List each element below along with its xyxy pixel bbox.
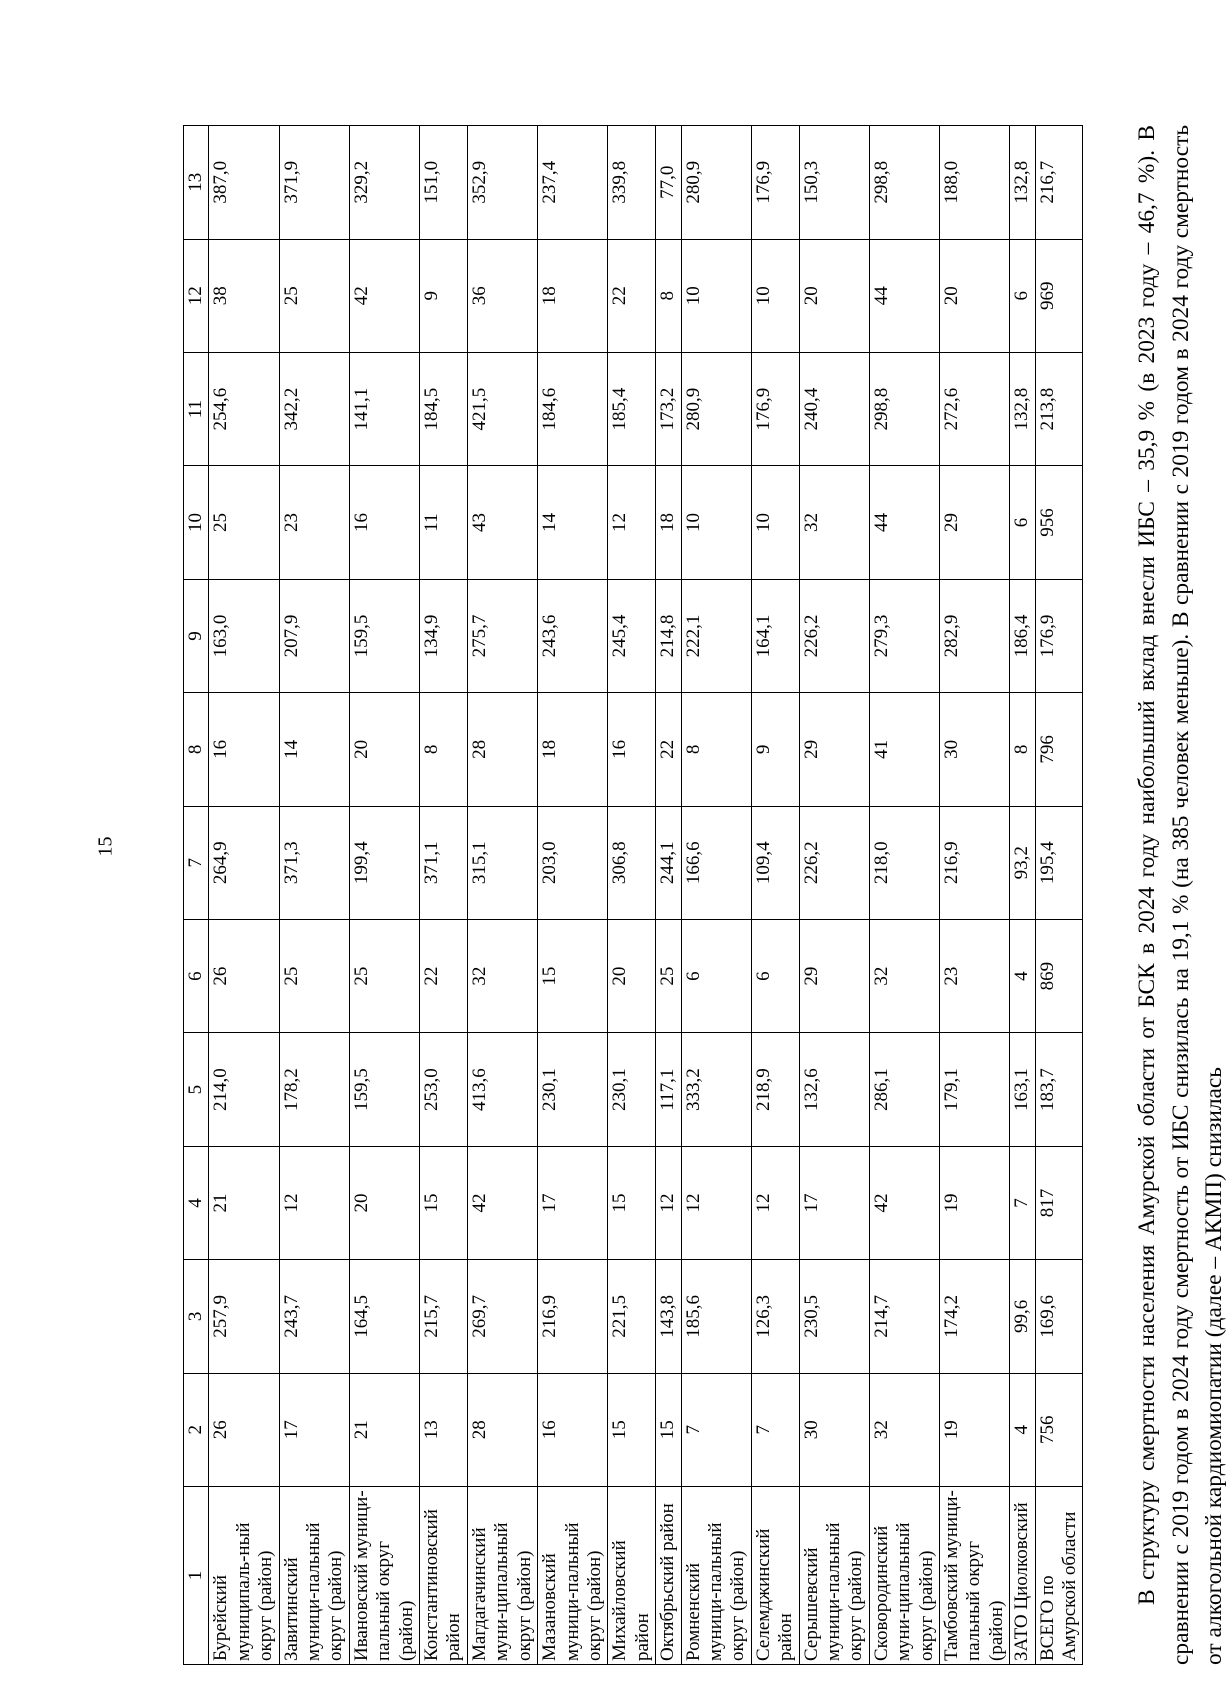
table-cell: 254,6 (209, 352, 279, 465)
table-cell: 20 (608, 919, 656, 1032)
table-cell: 213,8 (1035, 352, 1083, 465)
column-header-10: 10 (184, 466, 209, 579)
table-cell: 159,5 (349, 1033, 419, 1146)
table-cell: 21 (349, 1373, 419, 1486)
table-cell: 36 (467, 239, 537, 352)
table-row (420, 126, 468, 1665)
table-cell: 163,1 (1010, 1033, 1035, 1146)
table-cell: 19 (940, 1373, 1010, 1486)
table-cell: 188,0 (940, 126, 1010, 240)
table-cell: 12 (279, 1146, 349, 1259)
table-cell: 298,8 (869, 352, 939, 465)
table-cell: 306,8 (608, 806, 656, 919)
table-cell: 20 (799, 239, 869, 352)
table-cell: 176,9 (1035, 579, 1083, 692)
table-cell: 275,7 (467, 579, 537, 692)
row-label: Селемджинский район (751, 1487, 799, 1665)
table-cell: 176,9 (751, 352, 799, 465)
table-cell: 28 (467, 693, 537, 806)
table-cell: 243,7 (279, 1260, 349, 1373)
table-cell: 32 (869, 919, 939, 1032)
table-cell: 21 (209, 1146, 279, 1259)
table-cell: 163,0 (209, 579, 279, 692)
table-cell: 183,7 (1035, 1033, 1083, 1146)
table-cell: 16 (349, 466, 419, 579)
table-row (467, 126, 537, 1665)
table-cell: 257,9 (209, 1260, 279, 1373)
table-cell: 150,3 (799, 126, 869, 240)
table-cell: 25 (209, 466, 279, 579)
column-header-13: 13 (184, 126, 209, 240)
table-cell: 244,1 (656, 806, 681, 919)
table-cell: 134,9 (420, 579, 468, 692)
table-cell: 8 (681, 693, 751, 806)
table-cell: 38 (209, 239, 279, 352)
table-cell: 29 (799, 693, 869, 806)
table-cell: 214,0 (209, 1033, 279, 1146)
table-cell: 371,9 (279, 126, 349, 240)
table-row (799, 126, 869, 1665)
table-cell: 4 (1010, 1373, 1035, 1486)
table-cell: 28 (467, 1373, 537, 1486)
table-cell: 174,2 (940, 1260, 1010, 1373)
table-cell: 207,9 (279, 579, 349, 692)
body-paragraph (1131, 125, 1231, 1665)
table-cell: 12 (608, 466, 656, 579)
table-cell: 132,8 (1010, 352, 1035, 465)
mortality-table (183, 125, 1083, 1665)
table-cell: 185,4 (608, 352, 656, 465)
table-cell: 176,9 (751, 126, 799, 240)
table-cell: 216,9 (538, 1260, 608, 1373)
table-cell: 109,4 (751, 806, 799, 919)
table-cell: 218,0 (869, 806, 939, 919)
table-cell: 371,3 (279, 806, 349, 919)
table-cell: 269,7 (467, 1260, 537, 1373)
table-cell: 159,5 (349, 579, 419, 692)
table-cell: 4 (1010, 919, 1035, 1032)
column-header-8: 8 (184, 693, 209, 806)
table-cell: 203,0 (538, 806, 608, 919)
table-cell: 22 (608, 239, 656, 352)
table-row (869, 126, 939, 1665)
table-cell: 221,5 (608, 1260, 656, 1373)
table-cell: 298,8 (869, 126, 939, 240)
table-cell: 214,7 (869, 1260, 939, 1373)
table-cell: 195,4 (1035, 806, 1083, 919)
table-cell: 222,1 (681, 579, 751, 692)
table-cell: 17 (538, 1146, 608, 1259)
table-cell: 329,2 (349, 126, 419, 240)
table-cell: 333,2 (681, 1033, 751, 1146)
table-cell: 230,1 (538, 1033, 608, 1146)
table-cell: 132,6 (799, 1033, 869, 1146)
column-header-12: 12 (184, 239, 209, 352)
column-header-11: 11 (184, 352, 209, 465)
row-label: Мазановский муници-пальный округ (район) (538, 1487, 608, 1665)
table-cell: 17 (279, 1373, 349, 1486)
table-cell: 43 (467, 466, 537, 579)
table-cell: 16 (538, 1373, 608, 1486)
table-cell: 9 (751, 693, 799, 806)
table-row (608, 126, 656, 1665)
table-cell: 315,1 (467, 806, 537, 919)
table-cell: 18 (538, 239, 608, 352)
table-cell: 342,2 (279, 352, 349, 465)
table-cell: 352,9 (467, 126, 537, 240)
table-row (538, 126, 608, 1665)
table-cell: 280,9 (681, 352, 751, 465)
table-cell: 23 (279, 466, 349, 579)
table-cell: 143,8 (656, 1260, 681, 1373)
table-cell: 30 (940, 693, 1010, 806)
table-cell: 178,2 (279, 1033, 349, 1146)
table-cell: 230,5 (799, 1260, 869, 1373)
table-cell: 41 (869, 693, 939, 806)
table-row (209, 126, 279, 1665)
table-cell: 8 (656, 239, 681, 352)
rotated-content (183, 125, 1227, 1665)
column-header-9: 9 (184, 579, 209, 692)
table-cell: 6 (1010, 466, 1035, 579)
table-cell: 22 (420, 919, 468, 1032)
column-header-1: 1 (184, 1487, 209, 1665)
table-cell: 12 (681, 1146, 751, 1259)
table-cell: 16 (608, 693, 656, 806)
table-cell: 240,4 (799, 352, 869, 465)
table-cell: 151,0 (420, 126, 468, 240)
table-cell: 11 (420, 466, 468, 579)
row-label: Серышевский муници-пальный округ (район) (799, 1487, 869, 1665)
table-cell: 264,9 (209, 806, 279, 919)
table-cell: 869 (1035, 919, 1083, 1032)
table-cell: 44 (869, 239, 939, 352)
table-row (1035, 126, 1083, 1665)
table-row (751, 126, 799, 1665)
table-cell: 18 (538, 693, 608, 806)
table-cell: 42 (869, 1146, 939, 1259)
table-cell: 286,1 (869, 1033, 939, 1146)
table-cell: 42 (467, 1146, 537, 1259)
table-cell: 215,7 (420, 1260, 468, 1373)
table-cell: 12 (656, 1146, 681, 1259)
table-cell: 7 (681, 1373, 751, 1486)
row-label: Ивановский муници-пальный округ (район) (349, 1487, 419, 1665)
paragraph-text: В структуру смертности населения Амурской области от БСК в 2024 году наибольший вклад внесли ИБС – 35,9 % (в 2023 году – 46,7 %). В сравнении с 2019 годом в 2024 году смертность от ИБС снизилась на 19,1 % (на 385 человек меньше). В сравнении с 2019 годом в 2024 году смертность от алкогольной кардиомиопатии (далее – АКМП) снизилась (1134, 125, 1227, 1665)
table-cell: 126,3 (751, 1260, 799, 1373)
table-cell: 25 (349, 919, 419, 1032)
table-cell: 6 (1010, 239, 1035, 352)
table-cell: 387,0 (209, 126, 279, 240)
table-cell: 956 (1035, 466, 1083, 579)
table-cell: 14 (279, 693, 349, 806)
table-cell: 282,9 (940, 579, 1010, 692)
table-cell: 817 (1035, 1146, 1083, 1259)
table-cell: 8 (420, 693, 468, 806)
table-cell: 32 (869, 1373, 939, 1486)
table-row (349, 126, 419, 1665)
table-cell: 15 (608, 1146, 656, 1259)
table-cell: 25 (279, 239, 349, 352)
table-cell: 6 (681, 919, 751, 1032)
table-cell: 7 (751, 1373, 799, 1486)
column-header-3: 3 (184, 1260, 209, 1373)
table-cell: 186,4 (1010, 579, 1035, 692)
table-cell: 272,6 (940, 352, 1010, 465)
table-cell: 413,6 (467, 1033, 537, 1146)
table-cell: 179,1 (940, 1033, 1010, 1146)
table-header-row (184, 126, 209, 1665)
table-cell: 184,5 (420, 352, 468, 465)
table-cell: 32 (467, 919, 537, 1032)
table-cell: 230,1 (608, 1033, 656, 1146)
table-cell: 117,1 (656, 1033, 681, 1146)
table-cell: 20 (349, 693, 419, 806)
row-label: Сковородинский муни-ципальный округ (район) (869, 1487, 939, 1665)
table-row (1010, 126, 1035, 1665)
table-cell: 10 (681, 466, 751, 579)
table-cell: 15 (538, 919, 608, 1032)
table-cell: 22 (656, 693, 681, 806)
table-cell: 17 (799, 1146, 869, 1259)
table-cell: 214,8 (656, 579, 681, 692)
table-cell: 8 (1010, 693, 1035, 806)
table-cell: 141,1 (349, 352, 419, 465)
table-cell: 226,2 (799, 579, 869, 692)
table-cell: 218,9 (751, 1033, 799, 1146)
table-cell: 77,0 (656, 126, 681, 240)
row-label: Бурейский муниципаль-ный округ (район) (209, 1487, 279, 1665)
column-header-5: 5 (184, 1033, 209, 1146)
table-cell: 13 (420, 1373, 468, 1486)
table-cell: 253,0 (420, 1033, 468, 1146)
table-cell: 173,2 (656, 352, 681, 465)
table-cell: 99,6 (1010, 1260, 1035, 1373)
table-cell: 185,6 (681, 1260, 751, 1373)
table-cell: 280,9 (681, 126, 751, 240)
table-cell: 20 (349, 1146, 419, 1259)
table-cell: 93,2 (1010, 806, 1035, 919)
row-label: Завитинский муници-пальный округ (район) (279, 1487, 349, 1665)
table-cell: 184,6 (538, 352, 608, 465)
table-cell: 29 (799, 919, 869, 1032)
table-cell: 18 (656, 466, 681, 579)
row-label: Тамбовский муници-пальный округ (район) (940, 1487, 1010, 1665)
row-label: Магдагачинский муни-ципальный округ (район) (467, 1487, 537, 1665)
table-cell: 243,6 (538, 579, 608, 692)
row-label: Октябрьский район (656, 1487, 681, 1665)
table-cell: 10 (751, 239, 799, 352)
column-header-4: 4 (184, 1146, 209, 1259)
table-cell: 10 (751, 466, 799, 579)
column-header-6: 6 (184, 919, 209, 1032)
table-cell: 166,6 (681, 806, 751, 919)
table-cell: 30 (799, 1373, 869, 1486)
column-header-7: 7 (184, 806, 209, 919)
table-cell: 12 (751, 1146, 799, 1259)
table-cell: 164,1 (751, 579, 799, 692)
table-cell: 26 (209, 919, 279, 1032)
table-cell: 237,4 (538, 126, 608, 240)
table-cell: 756 (1035, 1373, 1083, 1486)
table-cell: 15 (608, 1373, 656, 1486)
table-cell: 279,3 (869, 579, 939, 692)
table-cell: 245,4 (608, 579, 656, 692)
row-label: Ромненский муници-пальный округ (район) (681, 1487, 751, 1665)
table-cell: 23 (940, 919, 1010, 1032)
column-header-2: 2 (184, 1373, 209, 1486)
table-cell: 19 (940, 1146, 1010, 1259)
row-label: ВСЕГО по Амурской области (1035, 1487, 1083, 1665)
table-cell: 15 (656, 1373, 681, 1486)
table-cell: 20 (940, 239, 1010, 352)
table-cell: 14 (538, 466, 608, 579)
table-cell: 29 (940, 466, 1010, 579)
table-cell: 371,1 (420, 806, 468, 919)
table-row (279, 126, 349, 1665)
table-cell: 9 (420, 239, 468, 352)
table-cell: 226,2 (799, 806, 869, 919)
table-cell: 25 (279, 919, 349, 1032)
table-cell: 16 (209, 693, 279, 806)
table-cell: 32 (799, 466, 869, 579)
table-cell: 421,5 (467, 352, 537, 465)
table-row (940, 126, 1010, 1665)
table-cell: 216,7 (1035, 126, 1083, 240)
row-label: Михайловский район (608, 1487, 656, 1665)
table-body (184, 126, 1083, 1665)
table-cell: 169,6 (1035, 1260, 1083, 1373)
table-cell: 796 (1035, 693, 1083, 806)
table-cell: 10 (681, 239, 751, 352)
table-cell: 132,8 (1010, 126, 1035, 240)
table-cell: 6 (751, 919, 799, 1032)
table-row (681, 126, 751, 1665)
table-cell: 7 (1010, 1146, 1035, 1259)
table-cell: 42 (349, 239, 419, 352)
table-row (656, 126, 681, 1665)
table-cell: 199,4 (349, 806, 419, 919)
row-label: ЗАТО Циолковский (1010, 1487, 1035, 1665)
table-cell: 216,9 (940, 806, 1010, 919)
table-cell: 44 (869, 466, 939, 579)
page-number: 15 (94, 836, 117, 857)
row-label: Константиновский район (420, 1487, 468, 1665)
table-cell: 339,8 (608, 126, 656, 240)
table-cell: 15 (420, 1146, 468, 1259)
table-cell: 969 (1035, 239, 1083, 352)
table-cell: 26 (209, 1373, 279, 1486)
table-cell: 25 (656, 919, 681, 1032)
table-cell: 164,5 (349, 1260, 419, 1373)
